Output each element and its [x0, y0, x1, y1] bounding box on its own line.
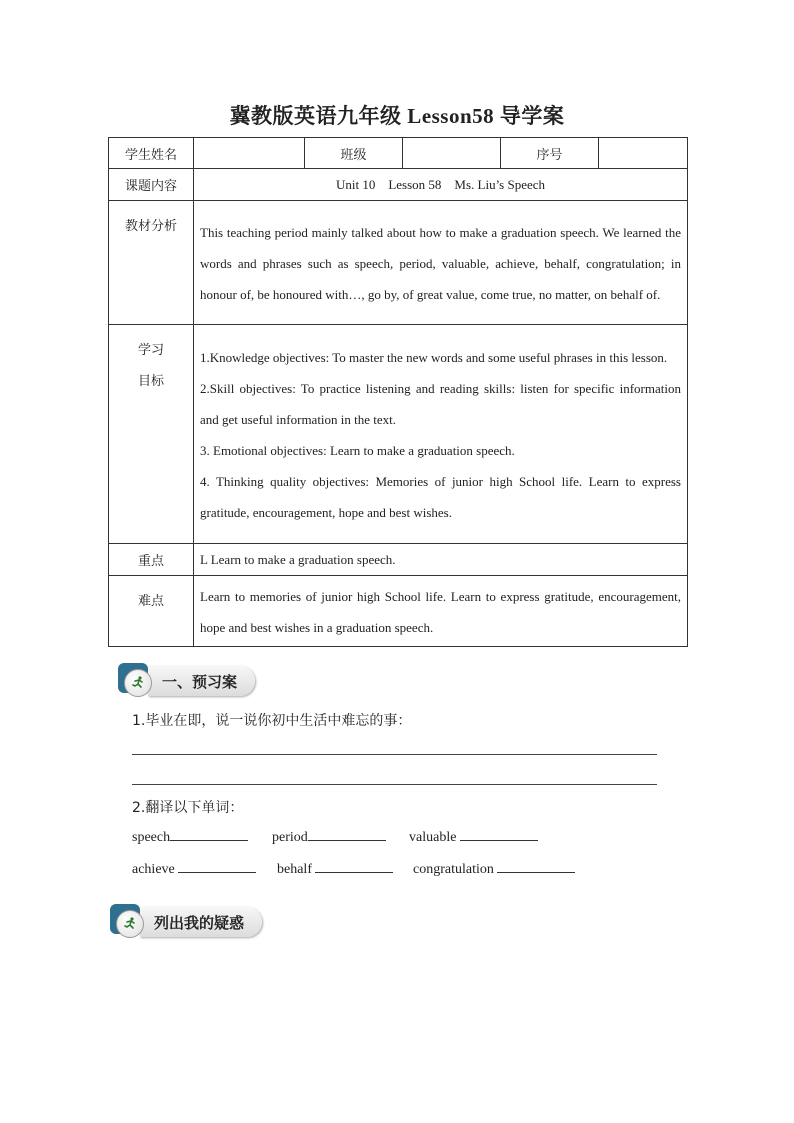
lesson-info-table	[108, 137, 688, 647]
student-name-field[interactable]	[194, 138, 305, 169]
question-1: 1.毕业在即，说一说你初中生活中难忘的事：	[132, 713, 412, 729]
vocab-item	[413, 858, 575, 878]
difficulty-text: Learn to memories of junior high School life. Learn to express gratitude, encouragement, hope and best wishes in a graduation speech.	[194, 576, 688, 647]
objective-item: 3. Emotional objectives: Learn to make a graduation speech.	[200, 443, 515, 458]
vocab-word: achieve	[132, 862, 175, 877]
vocab-blank[interactable]	[308, 826, 386, 841]
vocab-blank[interactable]	[315, 858, 393, 873]
analysis-label: 教材分析	[109, 201, 194, 325]
student-info-row	[109, 138, 688, 169]
vocab-word: behalf	[277, 862, 312, 877]
objectives-label-line1: 学习	[137, 343, 164, 358]
objective-item: 1.Knowledge objectives: To master the new words and some useful phrases in this lesson.	[200, 350, 668, 365]
number-field[interactable]	[599, 138, 688, 169]
vocab-item	[132, 826, 248, 846]
objectives-label-line2: 目标	[137, 374, 164, 389]
key-point-text: L Learn to make a graduation speech.	[194, 544, 688, 576]
difficulty-label: 难点	[109, 576, 194, 647]
answer-line[interactable]	[132, 754, 657, 755]
vocab-item	[277, 858, 393, 878]
runner-icon	[110, 904, 146, 940]
answer-line[interactable]	[132, 784, 657, 785]
topic-row	[109, 169, 688, 201]
vocab-word: period	[272, 830, 308, 845]
vocab-blank[interactable]	[178, 858, 256, 873]
vocab-blank[interactable]	[497, 858, 575, 873]
section-heading-label: 列出我的疑惑	[140, 907, 262, 937]
section-heading-questions	[110, 904, 262, 940]
key-point-row	[109, 544, 688, 576]
number-label: 序号	[501, 138, 599, 169]
objectives-row	[109, 325, 688, 544]
objective-item: 4. Thinking quality objectives: Memories of junior high School life. Learn to express gratitude, encouragement, hope and best wishes.	[200, 474, 681, 520]
objectives-label	[109, 325, 194, 544]
objective-item: 2.Skill objectives: To practice listening and reading skills: listen for specific information and get useful information in the text.	[200, 381, 681, 427]
vocab-blank[interactable]	[170, 826, 248, 841]
topic-label: 课题内容	[109, 169, 194, 201]
vocab-word: valuable	[409, 830, 457, 845]
objectives-list	[194, 325, 688, 544]
section-heading-preview	[118, 663, 255, 699]
vocab-item	[272, 826, 386, 846]
vocab-word: speech	[132, 830, 171, 845]
vocab-item	[409, 826, 538, 846]
analysis-row	[109, 201, 688, 325]
runner-icon	[118, 663, 154, 699]
page-title: 冀教版英语九年级 Lesson58 导学案	[229, 104, 565, 128]
analysis-text: This teaching period mainly talked about how to make a graduation speech. We learned the words and phrases such as speech, period, valuable, achieve, behalf, congratulation; in honour of, be honoured with…, go by, of great value, come true, no matter, on behalf of.	[194, 201, 688, 325]
class-field[interactable]	[403, 138, 501, 169]
vocab-blank[interactable]	[460, 826, 538, 841]
vocab-item	[132, 858, 256, 878]
section-heading-label: 一、预习案	[148, 666, 255, 696]
question-2: 2.翻译以下单词：	[132, 800, 244, 816]
key-point-label: 重点	[109, 544, 194, 576]
difficulty-row	[109, 576, 688, 647]
student-name-label: 学生姓名	[109, 138, 194, 169]
class-label: 班级	[305, 138, 403, 169]
vocab-word: congratulation	[413, 862, 494, 877]
topic-value: Unit 10 Lesson 58 Ms. Liu’s Speech	[194, 169, 688, 201]
